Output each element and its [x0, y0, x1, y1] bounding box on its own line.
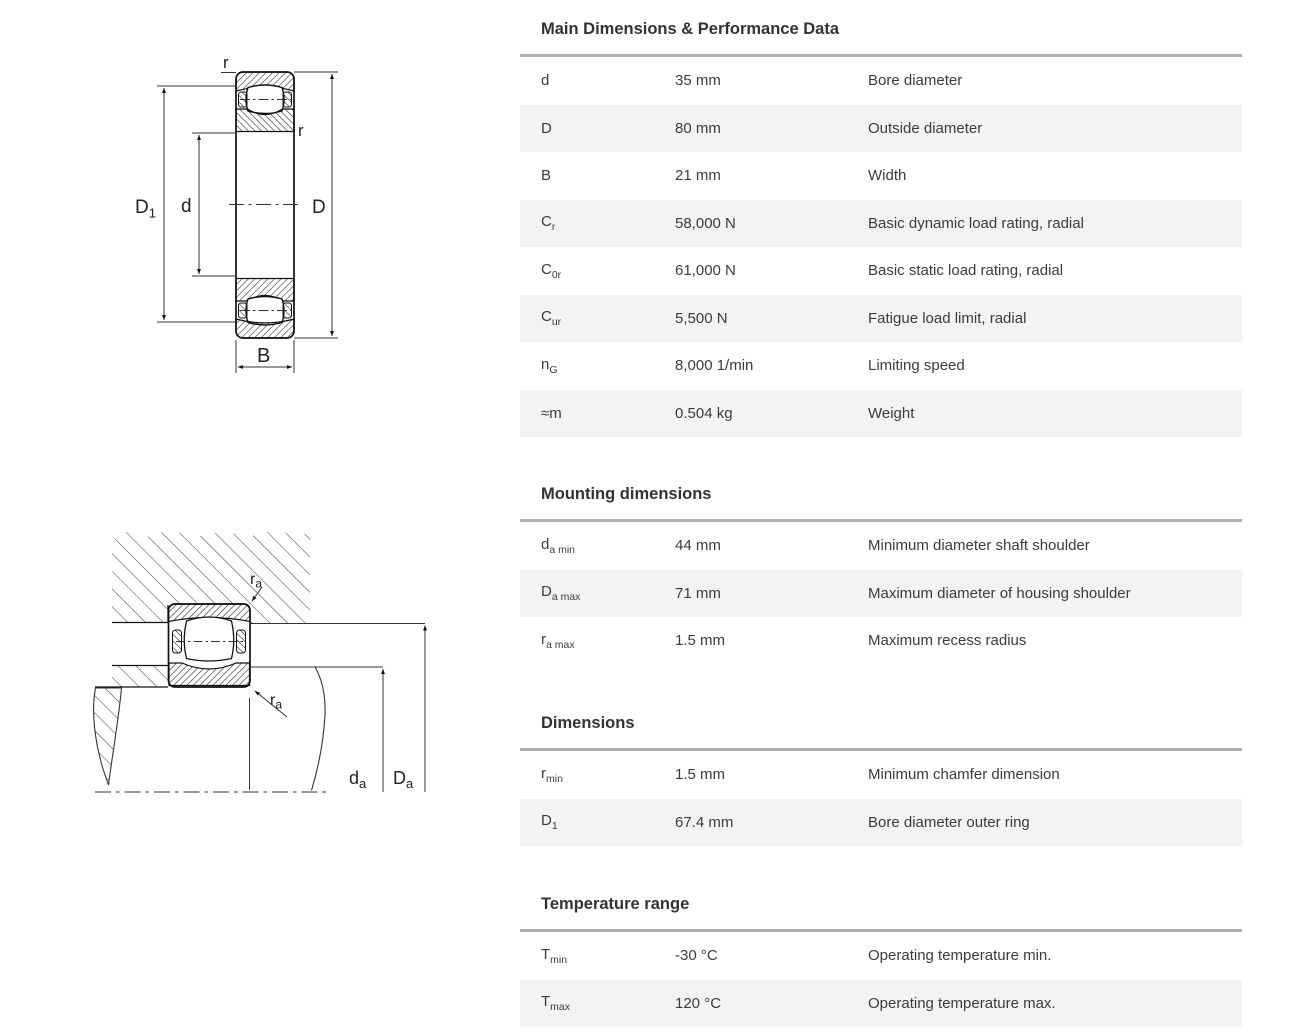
section-title: Temperature range: [541, 895, 690, 913]
label-da: $d_a$: [349, 768, 367, 791]
label-ra-top: $r_a$: [250, 571, 263, 591]
label-d: d: [181, 196, 192, 217]
row-value: 71 mm: [675, 584, 721, 602]
row-description: Width: [868, 167, 907, 185]
table-row: [520, 57, 1242, 105]
bearing-section-svg: [130, 52, 342, 384]
row-description: Minimum diameter shaft shoulder: [868, 537, 1090, 555]
table-row: [520, 105, 1242, 153]
row-value: 35 mm: [675, 72, 721, 90]
row-description: Basic dynamic load rating, radial: [868, 214, 1084, 232]
row-value: 120 °C: [675, 994, 722, 1012]
mounting-drawing: [88, 520, 433, 810]
section-mounting-dimensions: [520, 483, 1242, 665]
row-value: -30 °C: [675, 947, 718, 965]
section-main-dimensions: [520, 18, 1242, 437]
row-symbol: $C_{ur}$: [541, 308, 562, 329]
row-symbol: $d_{a min}$: [541, 535, 576, 556]
row-description: Maximum diameter of housing shoulder: [868, 584, 1131, 602]
row-value: 80 mm: [675, 119, 721, 137]
spec-table: [520, 519, 1242, 665]
shaft-shoulder-profile: [312, 667, 326, 791]
label-D1: $D_1$: [135, 197, 156, 221]
table-row: [520, 799, 1242, 847]
label-ra-bottom: $r_a$: [270, 692, 283, 712]
shaft-shoulder: [112, 665, 168, 687]
row-value: 5,500 N: [675, 309, 728, 327]
table-row: [520, 295, 1242, 343]
row-value: 1.5 mm: [675, 632, 726, 650]
row-description: Limiting speed: [868, 357, 965, 375]
row-description: Bore diameter outer ring: [868, 813, 1030, 831]
row-symbol: $n_G$: [541, 355, 558, 376]
section-title: Dimensions: [541, 714, 635, 732]
table-row: [520, 980, 1242, 1028]
row-symbol: D: [541, 119, 552, 137]
row-symbol: $C_r$: [541, 213, 556, 234]
row-symbol: ≈m: [541, 404, 562, 422]
row-description: Fatigue load limit, radial: [868, 309, 1027, 327]
table-row: [520, 522, 1242, 570]
table-row: [520, 200, 1242, 248]
row-description: Operating temperature max.: [868, 994, 1056, 1012]
row-value: 61,000 N: [675, 262, 736, 280]
table-row: [520, 932, 1242, 980]
row-symbol: $T_{min}$: [541, 945, 568, 966]
label-Da: $D_a$: [393, 768, 414, 791]
row-value: 58,000 N: [675, 214, 736, 232]
section-title: Main Dimensions & Performance Data: [541, 20, 839, 38]
row-value: 8,000 1/min: [675, 357, 754, 375]
row-symbol: $r_{min}$: [541, 764, 563, 785]
row-value: 67.4 mm: [675, 813, 734, 831]
row-symbol: $T_{max}$: [541, 993, 571, 1014]
roller-mounting: [184, 617, 234, 661]
shaft-break-section: [94, 688, 122, 785]
row-value: 0.504 kg: [675, 404, 733, 422]
label-r-right: r: [298, 121, 304, 140]
section-title: Mounting dimensions: [541, 485, 712, 503]
table-row: [520, 342, 1242, 390]
spec-table: [520, 748, 1242, 846]
table-row: [520, 617, 1242, 665]
row-symbol: $C_{0r}$: [541, 260, 562, 281]
label-B: B: [257, 345, 271, 367]
table-row: [520, 247, 1242, 295]
spec-table: [520, 929, 1242, 1027]
label-r-top: r: [223, 53, 229, 72]
row-value: 44 mm: [675, 537, 721, 555]
row-description: Operating temperature min.: [868, 947, 1052, 965]
row-description: Maximum recess radius: [868, 632, 1027, 650]
row-description: Weight: [868, 404, 915, 422]
row-symbol: B: [541, 167, 552, 185]
row-description: Minimum chamfer dimension: [868, 766, 1060, 784]
row-description: Outside diameter: [868, 119, 983, 137]
spec-table: [520, 54, 1242, 437]
row-symbol: d: [541, 72, 550, 90]
table-row: [520, 751, 1242, 799]
row-symbol: $D_{a max}$: [541, 583, 581, 604]
section-dimensions: [520, 712, 1242, 846]
row-description: Bore diameter: [868, 72, 963, 90]
table-row: [520, 390, 1242, 438]
row-description: Basic static load rating, radial: [868, 262, 1064, 280]
row-value: 1.5 mm: [675, 766, 726, 784]
row-symbol: $D_1$: [541, 812, 558, 833]
table-row: [520, 570, 1242, 618]
section-temperature-range: [520, 893, 1242, 1027]
row-value: 21 mm: [675, 167, 721, 185]
table-row: [520, 152, 1242, 200]
row-symbol: $r_{a max}$: [541, 630, 575, 651]
bearing-section-drawing: [130, 52, 342, 384]
label-D: D: [312, 197, 326, 218]
mounting-svg: [88, 520, 433, 810]
